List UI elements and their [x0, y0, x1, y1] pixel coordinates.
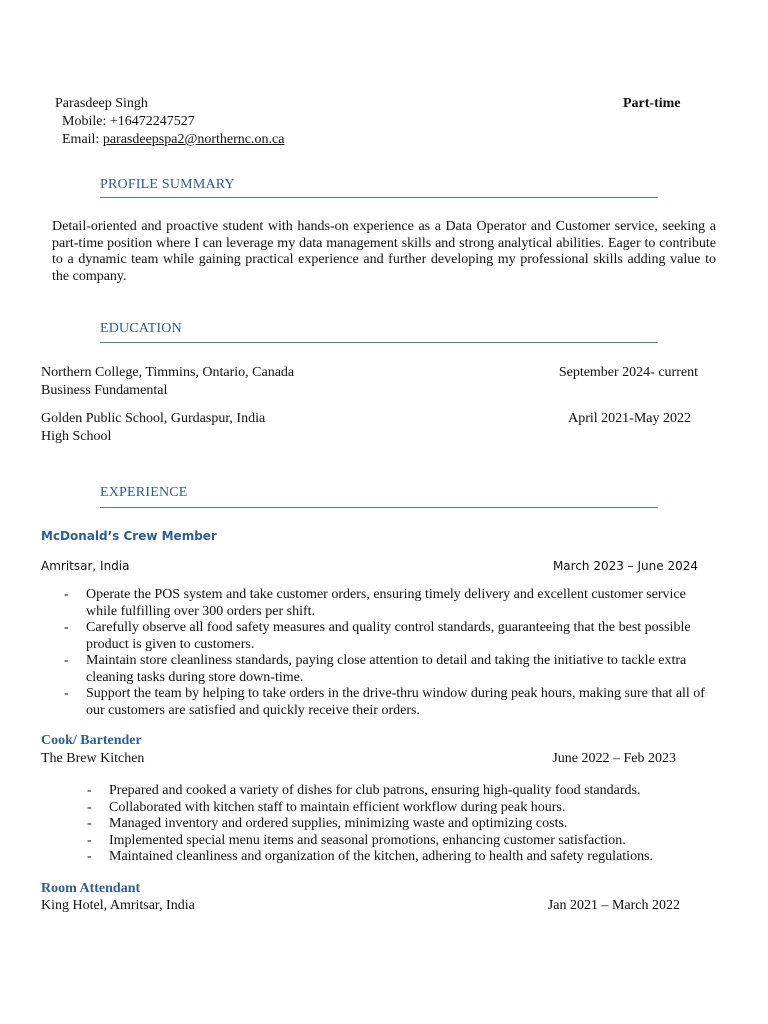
job-bullets	[64, 587, 716, 719]
email-line	[62, 131, 284, 148]
profile-summary-divider	[100, 197, 658, 198]
list-item	[87, 816, 719, 833]
bullet-marker: -	[87, 783, 92, 798]
bullet-marker: -	[64, 686, 69, 701]
job-dates: March 2023 – June 2024	[552, 559, 698, 573]
mobile-label: Mobile:	[62, 114, 110, 129]
job-title: Room Attendant	[41, 881, 141, 896]
job-title: Cook/ Bartender	[41, 733, 142, 748]
list-item	[64, 653, 716, 686]
job-dates: June 2022 – Feb 2023	[552, 751, 676, 766]
education-school: Northern College, Timmins, Ontario, Canada	[41, 365, 295, 380]
job-bullets	[87, 783, 719, 866]
job-place: The Brew Kitchen	[41, 751, 145, 766]
education-school: Golden Public School, Gurdaspur, India	[41, 411, 266, 426]
education-program: High School	[41, 429, 112, 444]
list-item	[64, 587, 716, 620]
bullet-marker: -	[64, 587, 69, 602]
bullet-marker: -	[87, 799, 92, 815]
mobile-line	[62, 113, 195, 130]
email-link[interactable]: parasdeepspa2@northernc.on.ca	[102, 132, 285, 147]
bullet-marker: -	[87, 816, 92, 831]
job-title: McDonald’s Crew Member	[41, 529, 217, 543]
education-dates: April 2021-May 2022	[568, 411, 691, 426]
applicant-name: Parasdeep Singh	[55, 96, 148, 111]
bullet-text: Maintained cleanliness and organization of the kitchen, adhering to health and safety regulations.	[109, 849, 654, 864]
education-dates: September 2024- current	[558, 365, 698, 380]
education-program: Business Fundamental	[41, 383, 168, 398]
education-divider	[100, 342, 658, 343]
email-label: Email:	[62, 132, 103, 147]
bullet-text: Collaborated with kitchen staff to maintain efficient workflow during peak hours.	[109, 799, 566, 815]
list-item	[87, 832, 719, 850]
job-place: Amritsar, India	[41, 559, 130, 573]
profile-summary-text: Detail-oriented and proactive student with hands-on experience as a Data Operator and Customer service, seeking a part-time position where I can leverage my data management skills and strong analytical abilities. Eager to contribute to a dynamic team while gaining practical experience and further developing my professional skills adding value to the company.	[52, 219, 716, 284]
list-item	[87, 783, 719, 800]
list-item	[64, 686, 716, 719]
profile-summary-heading: PROFILE SUMMARY	[100, 177, 235, 192]
list-item	[87, 799, 719, 817]
bullet-marker: -	[64, 620, 69, 635]
experience-heading: EXPERIENCE	[100, 485, 188, 500]
bullet-text: Implemented special menu items and seasonal promotions, enhancing customer satisfaction.	[109, 832, 626, 848]
bullet-marker: -	[87, 832, 92, 848]
education-heading: EDUCATION	[100, 321, 182, 336]
bullet-text: Managed inventory and ordered supplies, minimizing waste and optimizing costs.	[109, 816, 568, 831]
bullet-marker: -	[87, 849, 92, 864]
list-item	[87, 849, 719, 866]
bullet-text: Maintain store cleanliness standards, paying close attention to detail and taking the initiative to tackle extra cleaning tasks during store down-time.	[86, 653, 687, 685]
job-dates: Jan 2021 – March 2022	[547, 898, 680, 913]
mobile-number: +16472247527	[109, 114, 195, 129]
bullet-marker: -	[64, 653, 69, 668]
list-item	[64, 620, 716, 653]
bullet-text: Operate the POS system and take customer orders, ensuring timely delivery and excellent customer service while fulfilling over 300 orders per shift.	[86, 587, 686, 619]
bullet-text: Prepared and cooked a variety of dishes for club patrons, ensuring high-quality food standards.	[109, 783, 641, 798]
bullet-text: Support the team by helping to take orders in the drive-thru window during peak hours, making sure that all of our customers are satisfied and quickly receive their orders.	[86, 686, 705, 718]
job-place: King Hotel, Amritsar, India	[41, 898, 195, 913]
experience-divider	[100, 507, 658, 508]
bullet-text: Carefully observe all food safety measures and quality control standards, guaranteeing that the best possible product is given to customers.	[86, 620, 691, 652]
job-type: Part-time	[623, 96, 681, 111]
